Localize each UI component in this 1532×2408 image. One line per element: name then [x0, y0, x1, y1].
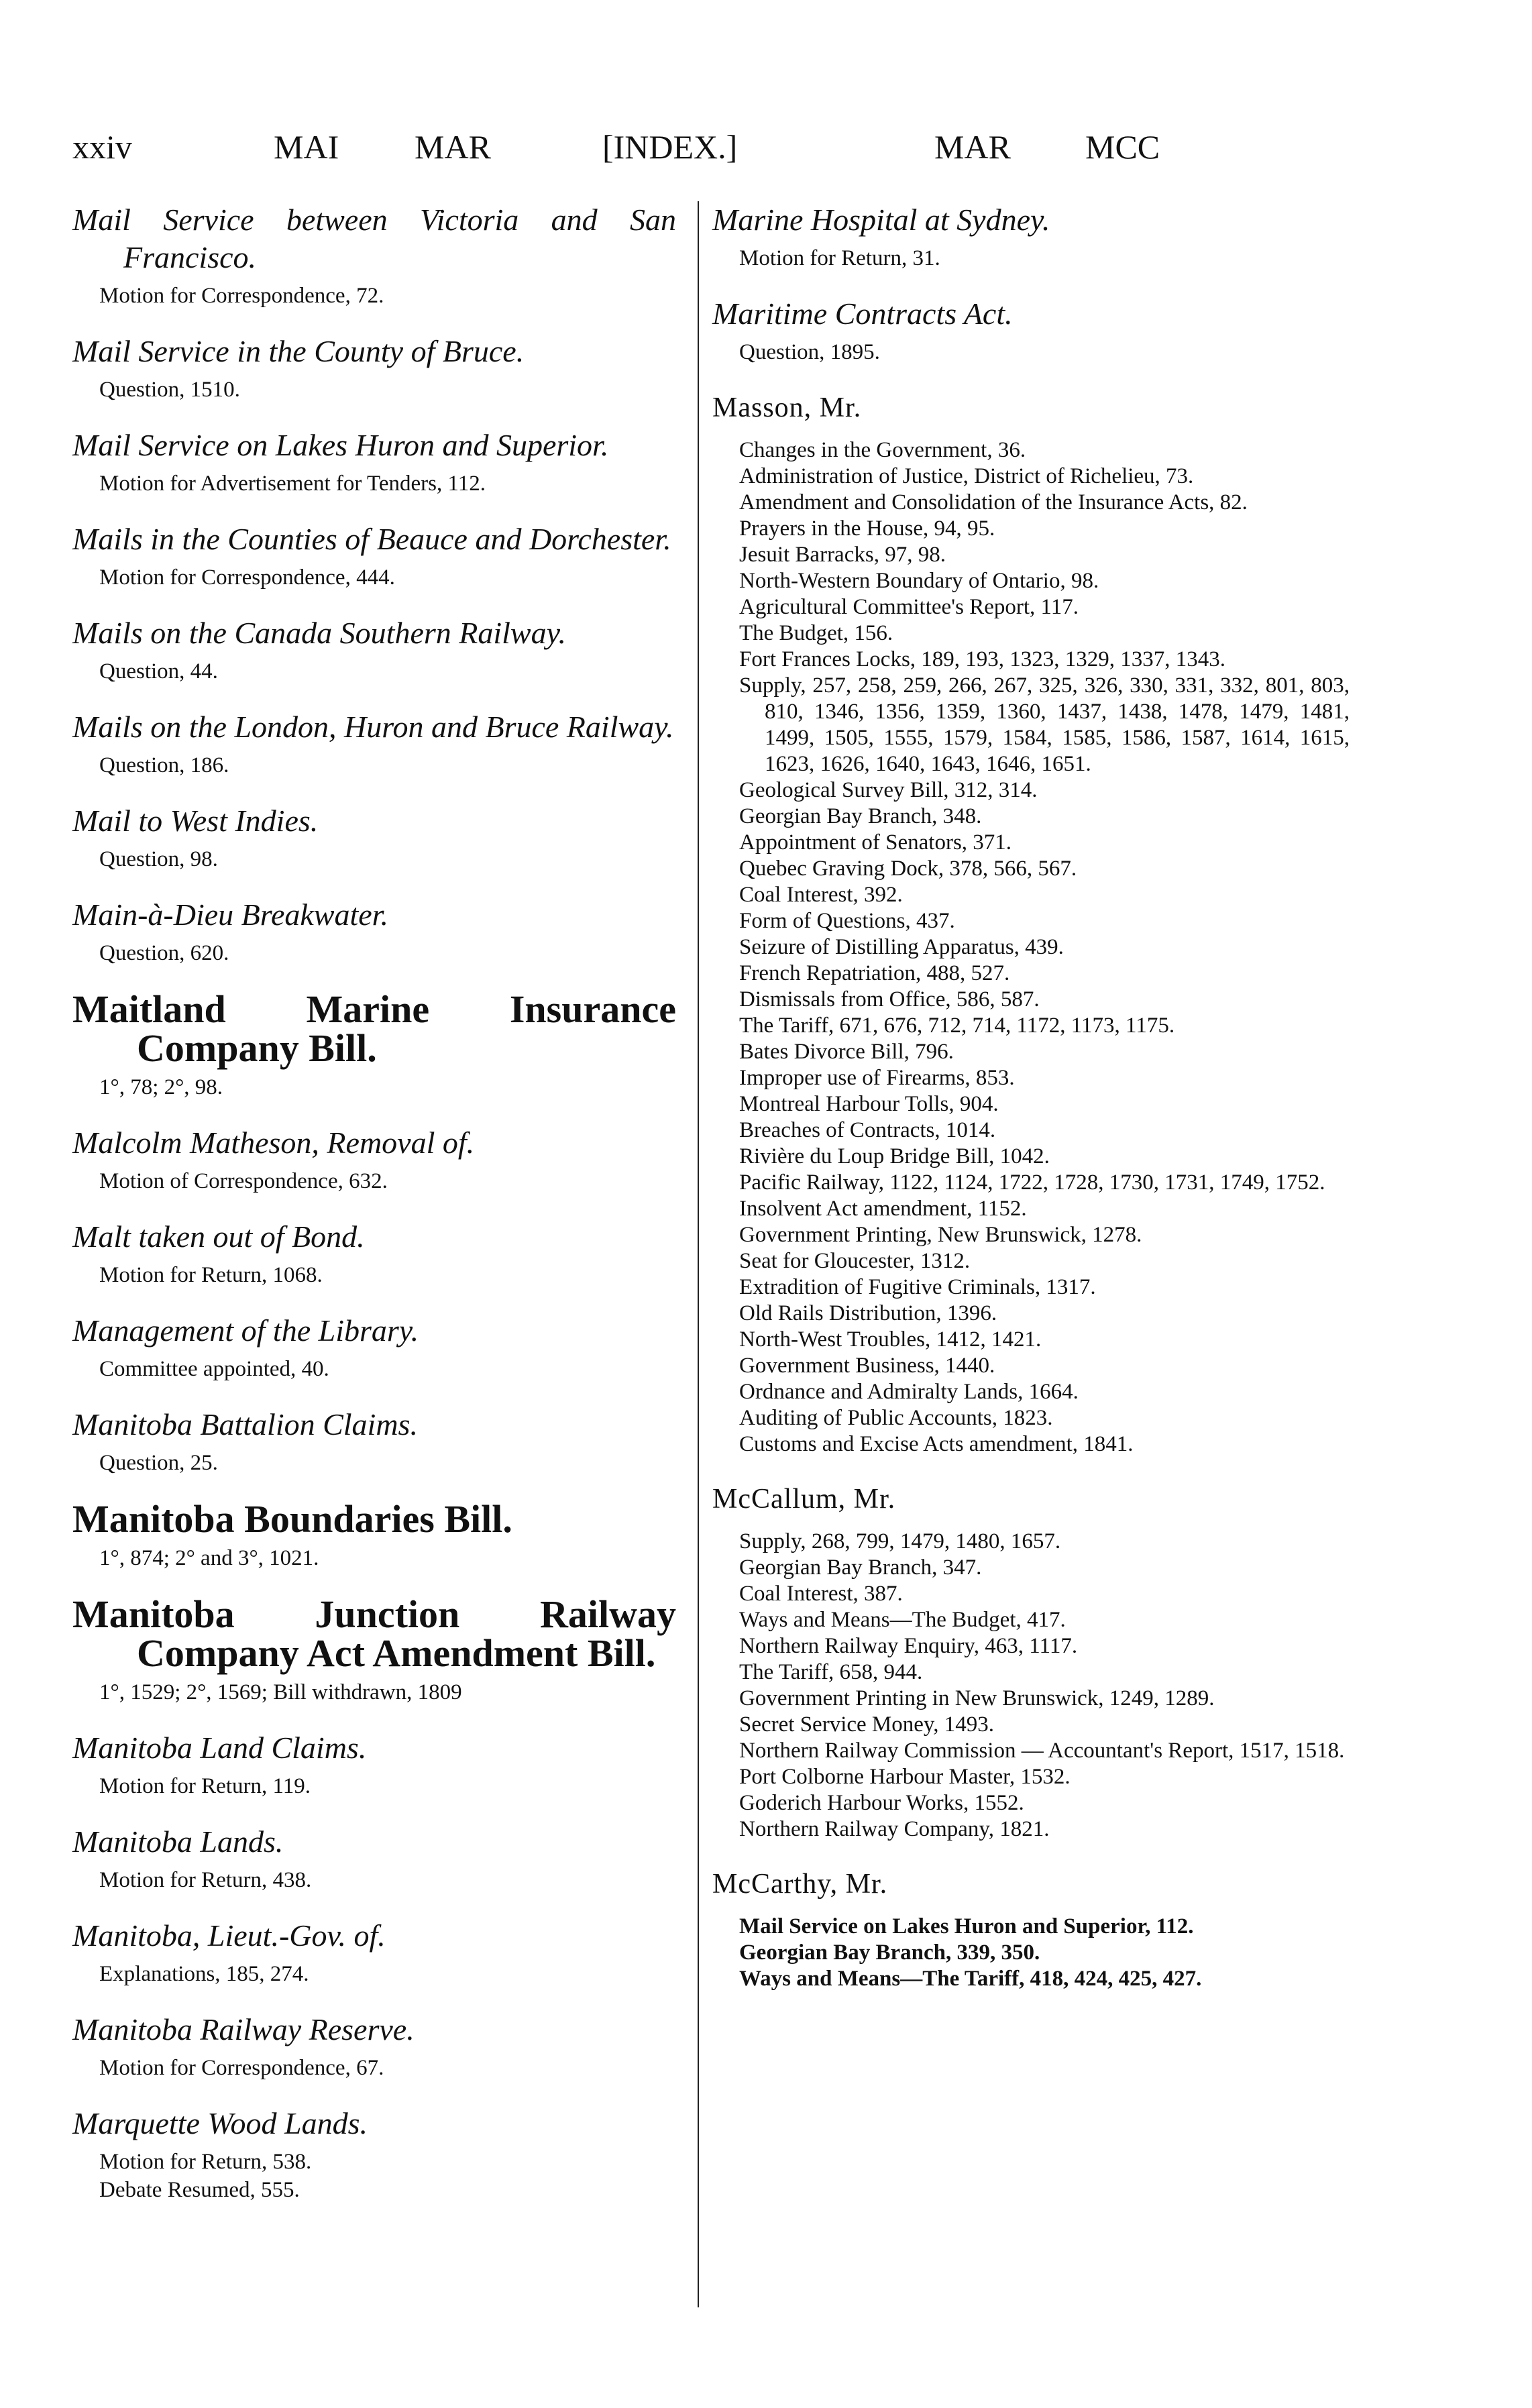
index-entry-reference: Motion of Correspondence, 632.	[99, 1169, 388, 1193]
right-column	[712, 201, 1350, 2015]
index-entry-references	[72, 1960, 676, 1988]
index-entry-title: Mail Service in the County of Bruce.	[72, 334, 525, 368]
member-item: French Repatriation, 488, 527.	[739, 961, 1010, 985]
index-entry-title: Manitoba Junction Railway Company Act Amendment Bill.	[72, 1592, 676, 1675]
index-entry-references	[72, 282, 676, 310]
index-entry-reference: Committee appointed, 40.	[99, 1357, 329, 1381]
index-entry	[712, 201, 1350, 272]
member-item: Breaches of Contracts, 1014.	[739, 1118, 996, 1142]
member-item: Improper use of Firearms, 853.	[739, 1066, 1015, 1090]
index-entry	[72, 1406, 676, 1477]
index-entry-references	[72, 751, 676, 779]
member-item: Form of Questions, 437.	[739, 909, 955, 933]
index-entry-references	[72, 1355, 676, 1383]
index-entry	[72, 1823, 676, 1894]
index-entry	[72, 802, 676, 873]
member-item: Appointment of Senators, 371.	[739, 830, 1012, 855]
index-entry-title: Manitoba Land Claims.	[72, 1731, 367, 1765]
index-entry	[72, 614, 676, 686]
index-entry-reference: Question, 186.	[99, 753, 229, 777]
index-entry-title: Manitoba Railway Reserve.	[72, 2012, 415, 2046]
index-entry-title: Mail Service between Victoria and San Francisco.	[72, 203, 676, 274]
index-entry-title: Mails on the London, Huron and Bruce Railway.	[72, 710, 674, 744]
member-item: Jesuit Barracks, 97, 98.	[739, 543, 946, 567]
header-range-right-end: MCC	[1085, 128, 1160, 166]
member-item: The Tariff, 658, 944.	[739, 1660, 923, 1684]
index-entry	[72, 427, 676, 498]
index-entry-reference: Motion for Advertisement for Tenders, 112.	[99, 472, 486, 496]
member-item: Seat for Gloucester, 1312.	[739, 1249, 971, 1273]
index-entry-title: Main-à-Dieu Breakwater.	[72, 897, 388, 932]
index-entry-title: Manitoba Battalion Claims.	[72, 1407, 418, 1441]
member-item: Mail Service on Lakes Huron and Superior, 112.	[739, 1914, 1194, 1938]
member-item: North-Western Boundary of Ontario, 98.	[739, 569, 1099, 593]
index-entry	[72, 987, 676, 1101]
index-entry-title: Mails in the Counties of Beauce and Dorchester.	[72, 522, 671, 556]
member-item: Government Printing in New Brunswick, 1249, 1289.	[739, 1686, 1215, 1710]
member-name: McCallum, Mr.	[712, 1484, 896, 1515]
member-entry	[712, 1480, 1350, 1843]
index-entry-references	[712, 338, 1350, 366]
member-item: The Tariff, 671, 676, 712, 714, 1172, 1173, 1175.	[739, 1014, 1175, 1038]
index-entry	[72, 521, 676, 592]
index-entry-title: Management of the Library.	[72, 1313, 419, 1348]
index-entry-reference: Motion for Correspondence, 72.	[99, 284, 384, 308]
index-entry	[72, 708, 676, 779]
index-entry	[72, 1917, 676, 1988]
index-entry-reference: 1°, 78; 2°, 98.	[99, 1075, 223, 1099]
index-entry	[712, 295, 1350, 366]
member-items	[712, 1914, 1350, 1992]
index-entry-reference: Question, 620.	[99, 941, 229, 965]
index-entry-references	[72, 376, 676, 404]
member-item: Montreal Harbour Tolls, 904.	[739, 1092, 999, 1116]
index-entry-references	[72, 563, 676, 592]
index-entry-reference: Motion for Correspondence, 67.	[99, 2056, 384, 2080]
member-item: Bates Divorce Bill, 796.	[739, 1040, 954, 1064]
index-entry-title: Manitoba Lands.	[72, 1824, 284, 1859]
index-entry-reference: Explanations, 185, 274.	[99, 1962, 309, 1986]
member-item: North-West Troubles, 1412, 1421.	[739, 1327, 1042, 1352]
column-divider	[698, 201, 699, 2307]
index-entry	[72, 896, 676, 967]
index-entry	[72, 1729, 676, 1800]
index-entry-reference: Question, 1895.	[739, 340, 880, 364]
member-entry	[712, 389, 1350, 1458]
member-item: Agricultural Committee's Report, 117.	[739, 595, 1079, 619]
member-item: Prayers in the House, 94, 95.	[739, 516, 995, 541]
index-entry-references	[72, 1073, 676, 1101]
left-column	[72, 201, 676, 2227]
index-entry	[72, 201, 676, 310]
member-name: Masson, Mr.	[712, 392, 862, 423]
page-header	[72, 127, 1462, 188]
member-item: Fort Frances Locks, 189, 193, 1323, 1329, 1337, 1343.	[739, 647, 1226, 671]
header-index-label: [INDEX.]	[602, 128, 738, 166]
index-entry-title: Mail to West Indies.	[72, 804, 319, 838]
member-item: Northern Railway Enquiry, 463, 1117.	[739, 1634, 1078, 1658]
member-name: McCarthy, Mr.	[712, 1869, 888, 1900]
header-range-right-start: MAR	[934, 128, 1011, 166]
index-entry-reference: Motion for Correspondence, 444.	[99, 565, 395, 590]
member-entry	[712, 1865, 1350, 1992]
member-item: Government Business, 1440.	[739, 1354, 995, 1378]
index-entry-title: Manitoba, Lieut.-Gov. of.	[72, 1918, 386, 1953]
member-item: Customs and Excise Acts amendment, 1841.	[739, 1432, 1134, 1456]
member-item: Georgian Bay Branch, 339, 350.	[739, 1940, 1040, 1965]
member-item: The Budget, 156.	[739, 621, 893, 645]
member-item: Supply, 257, 258, 259, 266, 267, 325, 326, 330, 331, 332, 801, 803, 810, 1346, 1356, 1359, 1360, 1437, 1438, 1478, 1479, 1481, 1499, 1505, 1555, 1579, 1584, 1585, 1586, 1587, 1614, 1615, 1623, 1626, 1640, 1643, 1646, 1651.	[739, 673, 1350, 776]
index-entry-reference: 1°, 874; 2° and 3°, 1021.	[99, 1546, 319, 1570]
member-item: Georgian Bay Branch, 347.	[739, 1555, 982, 1580]
index-entry-title: Mails on the Canada Southern Railway.	[72, 616, 566, 650]
index-entry-title: Malt taken out of Bond.	[72, 1219, 365, 1254]
member-item: Ways and Means—The Tariff, 418, 424, 425, 427.	[739, 1967, 1202, 1991]
index-entry-reference: Question, 98.	[99, 847, 218, 871]
index-entry-title: Marine Hospital at Sydney.	[712, 203, 1050, 237]
index-entry	[72, 333, 676, 404]
member-item: Coal Interest, 387.	[739, 1582, 903, 1606]
index-entry-references	[72, 470, 676, 498]
index-entry-reference: Motion for Return, 438.	[99, 1868, 312, 1892]
index-entry-reference: Motion for Return, 31.	[739, 246, 940, 270]
index-entry-references	[72, 939, 676, 967]
member-item: Changes in the Government, 36.	[739, 438, 1026, 462]
index-entry-title: Marquette Wood Lands.	[72, 2106, 368, 2140]
index-entry	[72, 2011, 676, 2082]
index-entry-references	[72, 1772, 676, 1800]
member-item: Amendment and Consolidation of the Insurance Acts, 82.	[739, 490, 1248, 514]
index-entry-references	[72, 1678, 676, 1706]
member-item: Secret Service Money, 1493.	[739, 1712, 994, 1737]
index-entry-references	[72, 845, 676, 873]
index-entry-title: Maitland Marine Insurance Company Bill.	[72, 987, 676, 1070]
index-entry-reference: Motion for Return, 538.	[99, 2150, 312, 2174]
index-entry	[72, 2105, 676, 2204]
index-entry-reference: Question, 44.	[99, 659, 218, 683]
index-entry	[72, 1312, 676, 1383]
member-item: Northern Railway Commission — Accountant's Report, 1517, 1518.	[739, 1739, 1345, 1763]
index-entry	[72, 1124, 676, 1195]
member-item: Auditing of Public Accounts, 1823.	[739, 1406, 1053, 1430]
member-item: Ways and Means—The Budget, 417.	[739, 1608, 1066, 1632]
member-item: Rivière du Loup Bridge Bill, 1042.	[739, 1144, 1050, 1168]
index-entry-reference: 1°, 1529; 2°, 1569; Bill withdrawn, 1809	[99, 1680, 462, 1704]
index-entry-references	[72, 657, 676, 686]
index-entry-title: Manitoba Boundaries Bill.	[72, 1497, 512, 1541]
index-entry-references	[72, 1449, 676, 1477]
member-item: Port Colborne Harbour Master, 1532.	[739, 1765, 1071, 1789]
index-entry	[72, 1592, 676, 1706]
member-item: Insolvent Act amendment, 1152.	[739, 1197, 1027, 1221]
right-entries	[712, 201, 1350, 366]
index-entry-references	[72, 1866, 676, 1894]
member-item: Quebec Graving Dock, 378, 566, 567.	[739, 857, 1077, 881]
index-entry-references	[72, 1167, 676, 1195]
header-range-left-start: MAI	[274, 128, 339, 166]
index-entry-references	[72, 2148, 676, 2204]
index-entry-title: Mail Service on Lakes Huron and Superior.	[72, 428, 609, 462]
member-item: Goderich Harbour Works, 1552.	[739, 1791, 1024, 1815]
index-entry-reference: Motion for Return, 1068.	[99, 1263, 323, 1287]
member-items	[712, 1529, 1350, 1843]
member-items	[712, 437, 1350, 1458]
member-entries	[712, 389, 1350, 1992]
member-item: Pacific Railway, 1122, 1124, 1722, 1728, 1730, 1731, 1749, 1752.	[739, 1170, 1325, 1195]
member-item: Geological Survey Bill, 312, 314.	[739, 778, 1038, 802]
index-entry	[72, 1497, 676, 1572]
member-item: Administration of Justice, District of Richelieu, 73.	[739, 464, 1194, 488]
index-entry-references	[72, 2054, 676, 2082]
member-item: Dismissals from Office, 586, 587.	[739, 987, 1040, 1011]
index-entry-references	[72, 1544, 676, 1572]
index-entry	[72, 1218, 676, 1289]
member-item: Ordnance and Admiralty Lands, 1664.	[739, 1380, 1079, 1404]
index-entry-references	[712, 244, 1350, 272]
member-item: Seizure of Distilling Apparatus, 439.	[739, 935, 1064, 959]
index-entry-title: Malcolm Matheson, Removal of.	[72, 1126, 475, 1160]
member-item: Supply, 268, 799, 1479, 1480, 1657.	[739, 1529, 1061, 1553]
member-item: Government Printing, New Brunswick, 1278.	[739, 1223, 1142, 1247]
member-item: Coal Interest, 392.	[739, 883, 903, 907]
header-range-left-end: MAR	[415, 128, 491, 166]
member-item: Georgian Bay Branch, 348.	[739, 804, 982, 828]
index-entry-reference: Motion for Return, 119.	[99, 1774, 311, 1798]
member-item: Northern Railway Company, 1821.	[739, 1817, 1050, 1841]
index-entry-reference: Question, 1510.	[99, 378, 240, 402]
index-entry-references	[72, 1261, 676, 1289]
index-entry-title: Maritime Contracts Act.	[712, 296, 1013, 331]
index-entry-reference: Question, 25.	[99, 1451, 218, 1475]
member-item: Old Rails Distribution, 1396.	[739, 1301, 997, 1325]
member-item: Extradition of Fugitive Criminals, 1317.	[739, 1275, 1096, 1299]
page-number: xxiv	[72, 128, 132, 166]
index-entry-reference: Debate Resumed, 555.	[99, 2178, 300, 2202]
